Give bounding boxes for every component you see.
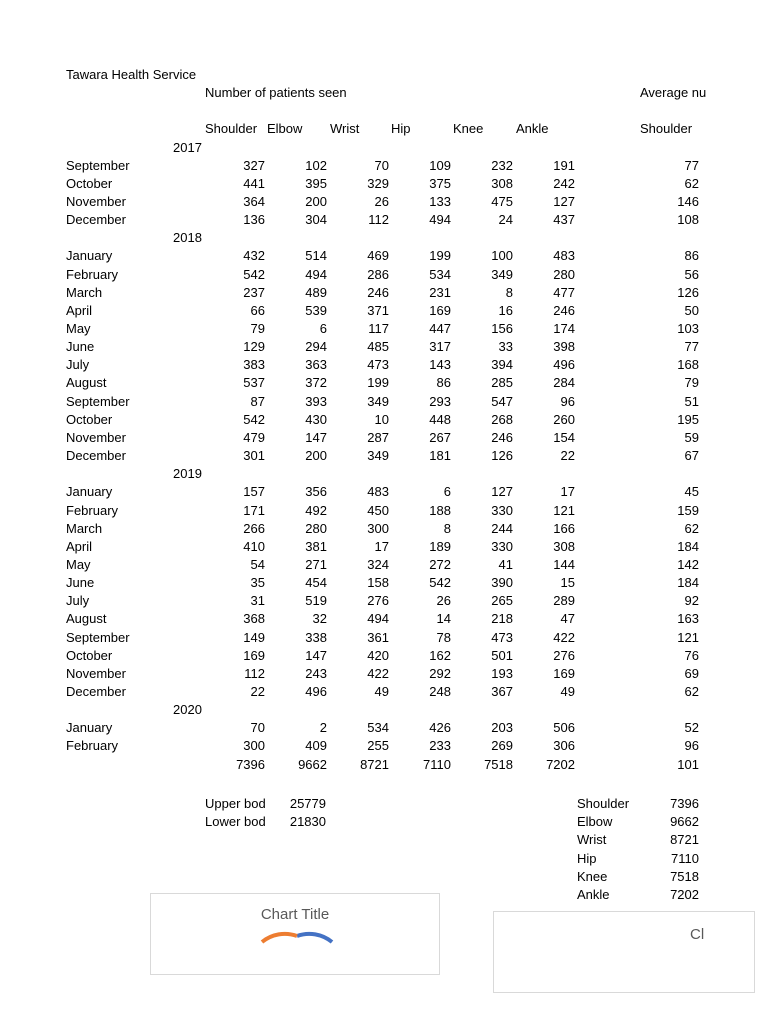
- org-title: Tawara Health Service: [66, 67, 197, 82]
- value-cell: 330: [491, 539, 513, 554]
- value-cell: 14: [436, 611, 451, 626]
- value-cell: 17: [560, 484, 575, 499]
- value-cell: 286: [367, 267, 389, 282]
- value-cell: 232: [491, 158, 513, 173]
- value-cell: 489: [305, 285, 327, 300]
- avg-cell: 79: [684, 375, 699, 390]
- avg-cell: 163: [677, 611, 699, 626]
- joint-total-label: Hip: [577, 851, 597, 866]
- pie-slice-orange: [262, 934, 297, 942]
- value-cell: 267: [429, 430, 451, 445]
- avg-total-cell: 101: [677, 757, 699, 772]
- month-label: April: [66, 539, 93, 554]
- value-cell: 49: [374, 684, 389, 699]
- value-cell: 33: [498, 339, 513, 354]
- column-header-ankle: Ankle: [516, 121, 549, 136]
- month-label: December: [66, 212, 126, 227]
- value-cell: 363: [305, 357, 327, 372]
- value-cell: 364: [243, 194, 265, 209]
- value-cell: 300: [367, 521, 389, 536]
- month-label: October: [66, 648, 113, 663]
- value-cell: 398: [553, 339, 575, 354]
- value-cell: 349: [491, 267, 513, 282]
- value-cell: 317: [429, 339, 451, 354]
- value-cell: 8: [505, 285, 513, 300]
- value-cell: 349: [367, 394, 389, 409]
- value-cell: 133: [429, 194, 451, 209]
- value-cell: 147: [305, 648, 327, 663]
- value-cell: 426: [429, 720, 451, 735]
- value-cell: 485: [367, 339, 389, 354]
- avg-column-header: Shoulder: [640, 121, 693, 136]
- value-cell: 441: [243, 176, 265, 191]
- average-title: Average nu: [640, 85, 707, 100]
- avg-cell: 146: [677, 194, 699, 209]
- value-cell: 338: [305, 630, 327, 645]
- value-cell: 203: [491, 720, 513, 735]
- month-label: February: [66, 503, 119, 518]
- value-cell: 171: [243, 503, 265, 518]
- avg-cell: 67: [684, 448, 699, 463]
- value-cell: 248: [429, 684, 451, 699]
- column-header-hip: Hip: [391, 121, 411, 136]
- value-cell: 292: [429, 666, 451, 681]
- avg-cell: 76: [684, 648, 699, 663]
- value-cell: 492: [305, 503, 327, 518]
- value-cell: 87: [250, 394, 265, 409]
- value-cell: 506: [553, 720, 575, 735]
- value-cell: 539: [305, 303, 327, 318]
- joint-total-value: 7518: [670, 869, 699, 884]
- value-cell: 112: [244, 666, 265, 681]
- avg-cell: 121: [677, 630, 699, 645]
- year-label: 2020: [173, 702, 202, 717]
- joint-total-label: Wrist: [577, 832, 607, 847]
- value-cell: 534: [367, 720, 389, 735]
- value-cell: 136: [243, 212, 265, 227]
- value-cell: 157: [243, 484, 265, 499]
- value-cell: 169: [243, 648, 265, 663]
- value-cell: 15: [560, 575, 575, 590]
- value-cell: 22: [560, 448, 575, 463]
- value-cell: 66: [250, 303, 265, 318]
- value-cell: 189: [429, 539, 451, 554]
- total-cell: 9662: [298, 757, 327, 772]
- avg-cell: 195: [677, 412, 699, 427]
- avg-cell: 56: [684, 267, 699, 282]
- joint-total-label: Shoulder: [577, 796, 630, 811]
- value-cell: 271: [305, 557, 327, 572]
- month-label: August: [66, 375, 107, 390]
- month-label: August: [66, 611, 107, 626]
- year-label: 2019: [173, 466, 202, 481]
- value-cell: 78: [436, 630, 451, 645]
- joint-total-value: 8721: [670, 832, 699, 847]
- value-cell: 121: [553, 503, 575, 518]
- value-cell: 375: [429, 176, 451, 191]
- month-label: July: [66, 357, 90, 372]
- value-cell: 10: [374, 412, 389, 427]
- value-cell: 41: [498, 557, 513, 572]
- joint-total-value: 9662: [670, 814, 699, 829]
- value-cell: 367: [491, 684, 513, 699]
- avg-cell: 184: [677, 539, 699, 554]
- month-label: September: [66, 394, 130, 409]
- month-label: November: [66, 666, 126, 681]
- value-cell: 255: [367, 738, 389, 753]
- value-cell: 494: [305, 267, 327, 282]
- value-cell: 368: [243, 611, 265, 626]
- value-cell: 79: [250, 321, 265, 336]
- month-label: April: [66, 303, 93, 318]
- value-cell: 169: [553, 666, 575, 681]
- total-cell: 7202: [546, 757, 575, 772]
- value-cell: 454: [305, 575, 327, 590]
- value-cell: 22: [250, 684, 265, 699]
- column-header-elbow: Elbow: [267, 121, 303, 136]
- joint-total-label: Knee: [577, 869, 608, 884]
- value-cell: 218: [491, 611, 513, 626]
- value-cell: 70: [374, 158, 389, 173]
- month-label: December: [66, 448, 126, 463]
- value-cell: 542: [243, 267, 265, 282]
- value-cell: 193: [491, 666, 513, 681]
- total-cell: 7396: [236, 757, 265, 772]
- value-cell: 280: [553, 267, 575, 282]
- avg-cell: 168: [677, 357, 699, 372]
- total-cell: 7110: [423, 757, 451, 772]
- value-cell: 450: [367, 503, 389, 518]
- value-cell: 31: [250, 593, 265, 608]
- value-cell: 188: [429, 503, 451, 518]
- value-cell: 420: [367, 648, 389, 663]
- value-cell: 422: [553, 630, 575, 645]
- joint-total-value: 7202: [670, 887, 699, 902]
- value-cell: 496: [305, 684, 327, 699]
- value-cell: 329: [367, 176, 389, 191]
- value-cell: 147: [305, 430, 327, 445]
- value-cell: 143: [429, 357, 451, 372]
- value-cell: 381: [305, 539, 327, 554]
- value-cell: 437: [553, 212, 575, 227]
- value-cell: 162: [429, 648, 451, 663]
- value-cell: 272: [429, 557, 451, 572]
- value-cell: 308: [491, 176, 513, 191]
- value-cell: 294: [305, 339, 327, 354]
- value-cell: 244: [491, 521, 513, 536]
- value-cell: 181: [429, 448, 451, 463]
- value-cell: 126: [491, 448, 513, 463]
- value-cell: 395: [305, 176, 327, 191]
- value-cell: 308: [553, 539, 575, 554]
- avg-cell: 51: [684, 394, 699, 409]
- value-cell: 47: [560, 611, 575, 626]
- total-cell: 8721: [360, 757, 389, 772]
- value-cell: 496: [553, 357, 575, 372]
- value-cell: 542: [243, 412, 265, 427]
- value-cell: 158: [367, 575, 389, 590]
- month-label: February: [66, 267, 119, 282]
- body-total-value: 21830: [289, 814, 326, 829]
- value-cell: 8: [443, 521, 451, 536]
- value-cell: 6: [443, 484, 451, 499]
- value-cell: 519: [305, 593, 327, 608]
- month-label: November: [66, 430, 126, 445]
- avg-cell: 69: [684, 666, 699, 681]
- value-cell: 35: [250, 575, 265, 590]
- value-cell: 330: [491, 503, 513, 518]
- value-cell: 144: [553, 557, 575, 572]
- value-cell: 199: [429, 248, 451, 263]
- month-label: July: [66, 593, 90, 608]
- pie-chart-svg: [151, 894, 439, 974]
- value-cell: 154: [553, 430, 575, 445]
- month-label: January: [66, 248, 113, 263]
- value-cell: 448: [429, 412, 451, 427]
- value-cell: 383: [243, 357, 265, 372]
- value-cell: 409: [305, 738, 327, 753]
- value-cell: 422: [367, 666, 389, 681]
- pie-chart-box[interactable]: [150, 893, 440, 975]
- value-cell: 447: [429, 321, 451, 336]
- joint-total-value: 7110: [671, 851, 699, 866]
- value-cell: 265: [491, 593, 513, 608]
- avg-cell: 62: [684, 684, 699, 699]
- value-cell: 537: [243, 375, 265, 390]
- value-cell: 542: [429, 575, 451, 590]
- value-cell: 514: [305, 248, 327, 263]
- month-label: May: [66, 557, 91, 572]
- value-cell: 356: [305, 484, 327, 499]
- year-label: 2017: [173, 140, 202, 155]
- value-cell: 24: [498, 212, 513, 227]
- value-cell: 32: [312, 611, 327, 626]
- value-cell: 246: [367, 285, 389, 300]
- month-label: February: [66, 738, 119, 753]
- body-total-label: Lower bod: [205, 814, 266, 829]
- value-cell: 156: [491, 321, 513, 336]
- value-cell: 231: [429, 285, 451, 300]
- value-cell: 479: [243, 430, 265, 445]
- second-chart-box[interactable]: [493, 911, 755, 993]
- value-cell: 199: [367, 375, 389, 390]
- value-cell: 394: [491, 357, 513, 372]
- avg-cell: 86: [684, 248, 699, 263]
- value-cell: 166: [553, 521, 575, 536]
- value-cell: 287: [367, 430, 389, 445]
- total-cell: 7518: [484, 757, 513, 772]
- value-cell: 129: [243, 339, 265, 354]
- avg-cell: 96: [684, 738, 699, 753]
- value-cell: 469: [367, 248, 389, 263]
- value-cell: 371: [367, 303, 389, 318]
- month-label: September: [66, 630, 130, 645]
- avg-cell: 184: [677, 575, 699, 590]
- value-cell: 269: [491, 738, 513, 753]
- second-chart-title: Cl: [690, 926, 705, 943]
- value-cell: 300: [243, 738, 265, 753]
- patients-seen-title: Number of patients seen: [205, 85, 347, 100]
- value-cell: 102: [305, 158, 327, 173]
- month-label: December: [66, 684, 126, 699]
- value-cell: 393: [305, 394, 327, 409]
- value-cell: 246: [491, 430, 513, 445]
- value-cell: 361: [367, 630, 389, 645]
- body-total-label: Upper bod: [205, 796, 266, 811]
- value-cell: 17: [374, 539, 389, 554]
- value-cell: 349: [367, 448, 389, 463]
- value-cell: 473: [367, 357, 389, 372]
- value-cell: 26: [374, 194, 389, 209]
- value-cell: 547: [491, 394, 513, 409]
- value-cell: 149: [243, 630, 265, 645]
- avg-cell: 62: [684, 176, 699, 191]
- column-header-shoulder: Shoulder: [205, 121, 258, 136]
- value-cell: 100: [491, 248, 513, 263]
- month-label: March: [66, 285, 103, 300]
- value-cell: 49: [560, 684, 575, 699]
- value-cell: 243: [305, 666, 327, 681]
- value-cell: 501: [491, 648, 513, 663]
- value-cell: 390: [491, 575, 513, 590]
- value-cell: 293: [429, 394, 451, 409]
- value-cell: 304: [305, 212, 327, 227]
- value-cell: 237: [243, 285, 265, 300]
- month-label: October: [66, 412, 113, 427]
- value-cell: 327: [243, 158, 265, 173]
- value-cell: 473: [491, 630, 513, 645]
- value-cell: 475: [491, 194, 513, 209]
- avg-cell: 92: [684, 593, 699, 608]
- avg-cell: 62: [684, 521, 699, 536]
- avg-cell: 59: [684, 430, 699, 445]
- month-label: October: [66, 176, 113, 191]
- value-cell: 26: [436, 593, 451, 608]
- value-cell: 246: [553, 303, 575, 318]
- value-cell: 280: [305, 521, 327, 536]
- value-cell: 6: [319, 321, 327, 336]
- body-total-value: 25779: [289, 796, 326, 811]
- value-cell: 284: [553, 375, 575, 390]
- month-label: June: [66, 575, 95, 590]
- column-header-wrist: Wrist: [330, 121, 360, 136]
- value-cell: 477: [553, 285, 575, 300]
- value-cell: 534: [429, 267, 451, 282]
- month-label: September: [66, 158, 130, 173]
- avg-cell: 126: [677, 285, 699, 300]
- column-header-knee: Knee: [453, 121, 484, 136]
- avg-cell: 45: [684, 484, 699, 499]
- avg-cell: 108: [677, 212, 699, 227]
- value-cell: 191: [553, 158, 575, 173]
- value-cell: 127: [553, 194, 575, 209]
- value-cell: 86: [436, 375, 451, 390]
- value-cell: 494: [367, 611, 389, 626]
- year-label: 2018: [173, 230, 202, 245]
- joint-total-label: Ankle: [577, 887, 610, 902]
- value-cell: 301: [243, 448, 265, 463]
- value-cell: 324: [367, 557, 389, 572]
- avg-cell: 77: [684, 158, 699, 173]
- month-label: January: [66, 720, 113, 735]
- avg-cell: 50: [684, 303, 699, 318]
- value-cell: 200: [305, 448, 327, 463]
- value-cell: 494: [429, 212, 451, 227]
- value-cell: 127: [491, 484, 513, 499]
- value-cell: 276: [367, 593, 389, 608]
- value-cell: 117: [368, 321, 389, 336]
- value-cell: 289: [553, 593, 575, 608]
- value-cell: 233: [429, 738, 451, 753]
- value-cell: 242: [553, 176, 575, 191]
- avg-cell: 77: [684, 339, 699, 354]
- chart-title: Chart Title: [260, 906, 330, 923]
- avg-cell: 159: [677, 503, 699, 518]
- value-cell: 432: [243, 248, 265, 263]
- value-cell: 109: [429, 158, 451, 173]
- value-cell: 268: [491, 412, 513, 427]
- month-label: November: [66, 194, 126, 209]
- value-cell: 96: [560, 394, 575, 409]
- month-label: March: [66, 521, 103, 536]
- value-cell: 410: [243, 539, 265, 554]
- value-cell: 266: [243, 521, 265, 536]
- value-cell: 306: [553, 738, 575, 753]
- value-cell: 430: [305, 412, 327, 427]
- avg-cell: 52: [684, 720, 699, 735]
- value-cell: 483: [367, 484, 389, 499]
- value-cell: 276: [553, 648, 575, 663]
- value-cell: 112: [368, 212, 389, 227]
- value-cell: 169: [429, 303, 451, 318]
- joint-total-label: Elbow: [577, 814, 613, 829]
- value-cell: 2: [319, 720, 327, 735]
- month-label: January: [66, 484, 113, 499]
- value-cell: 483: [553, 248, 575, 263]
- value-cell: 372: [305, 375, 327, 390]
- avg-cell: 142: [677, 557, 699, 572]
- month-label: May: [66, 321, 91, 336]
- value-cell: 200: [305, 194, 327, 209]
- value-cell: 54: [250, 557, 265, 572]
- value-cell: 260: [553, 412, 575, 427]
- avg-cell: 103: [677, 321, 699, 336]
- joint-total-value: 7396: [670, 796, 699, 811]
- month-label: June: [66, 339, 95, 354]
- value-cell: 174: [553, 321, 575, 336]
- pie-slice-blue: [297, 934, 332, 942]
- value-cell: 16: [498, 303, 513, 318]
- value-cell: 70: [250, 720, 265, 735]
- value-cell: 285: [491, 375, 513, 390]
